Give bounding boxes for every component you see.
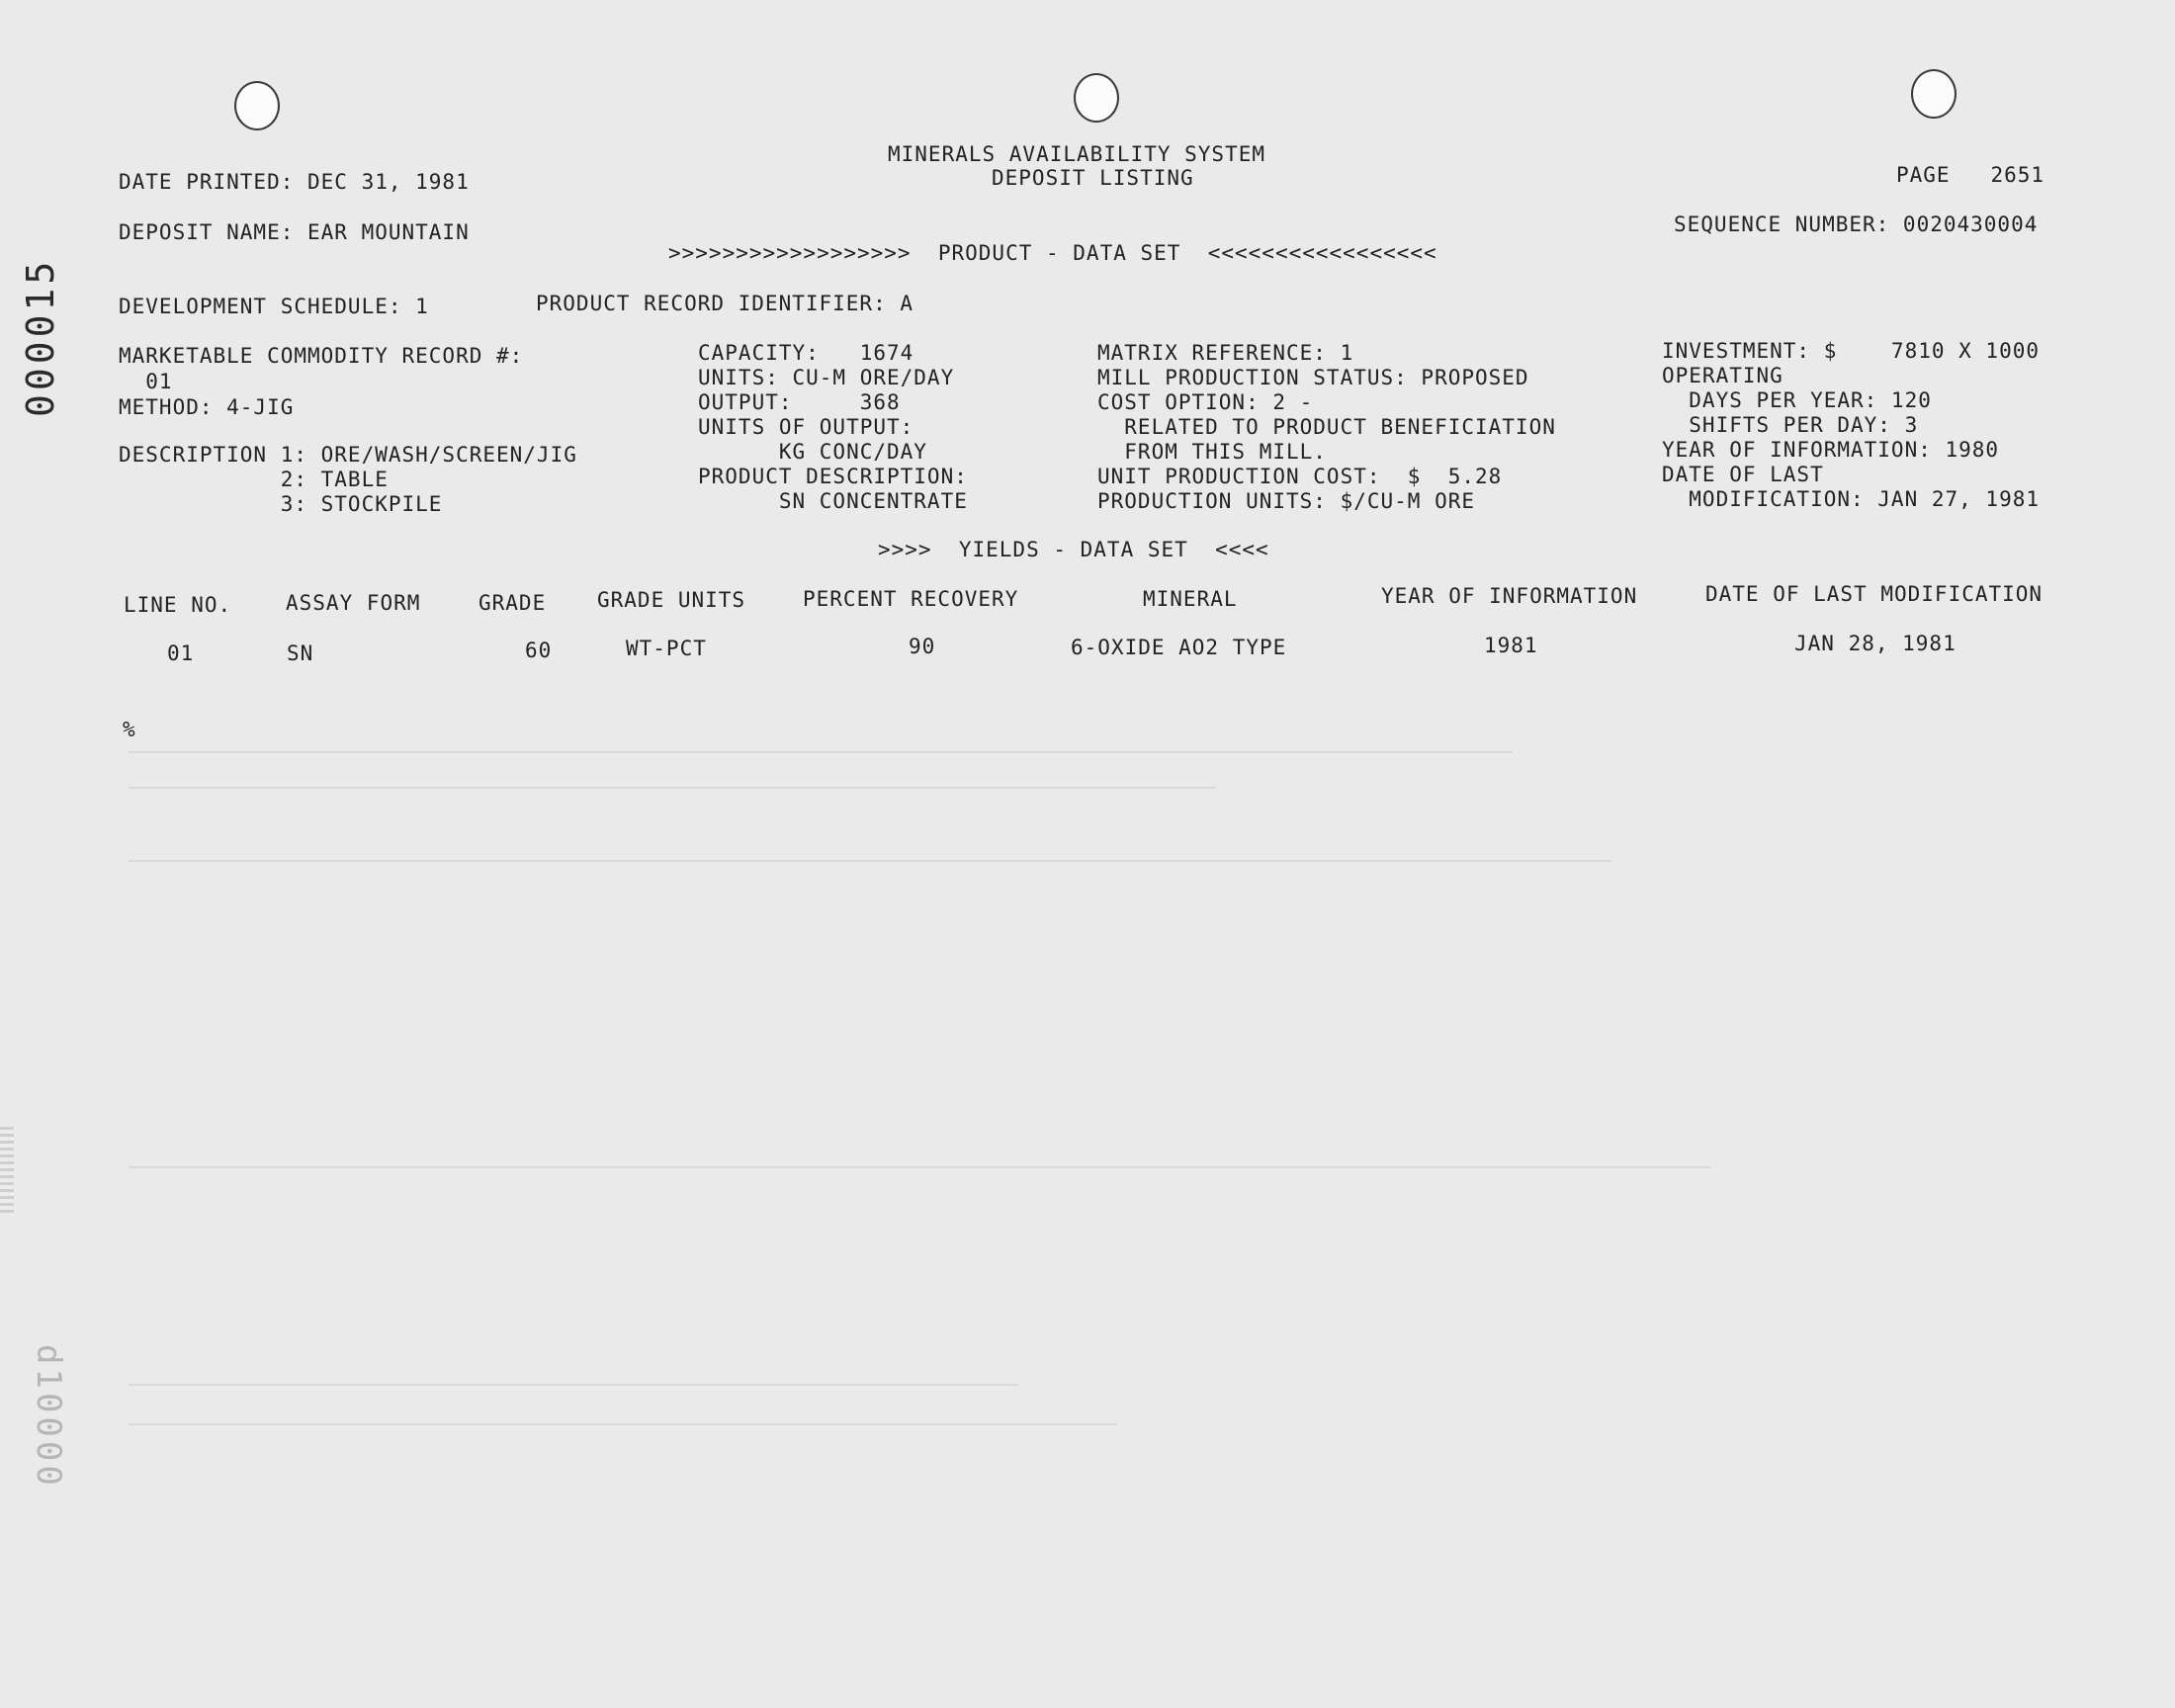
investment-line: DATE OF LAST	[1662, 463, 1824, 486]
commodity-line: DESCRIPTION 1: ORE/WASH/SCREEN/JIG	[119, 443, 577, 467]
column-header-year-of-information: YEAR OF INFORMATION	[1381, 584, 1638, 608]
cell-percent-recovery: 90	[909, 635, 936, 658]
commodity-line: 01	[119, 370, 173, 393]
page-number: PAGE 2651	[1896, 163, 2045, 187]
investment-line: INVESTMENT: $ 7810 X 1000	[1662, 339, 2041, 363]
capacity-line: CAPACITY: 1674	[698, 341, 914, 365]
column-header-percent-recovery: PERCENT RECOVERY	[803, 587, 1019, 611]
frame-number-stamp-faint: d10000	[29, 1344, 68, 1490]
investment-line: MODIFICATION: JAN 27, 1981	[1662, 487, 2041, 511]
matrix-line: MILL PRODUCTION STATUS: PROPOSED	[1097, 366, 1529, 389]
matrix-line: UNIT PRODUCTION COST: $ 5.28	[1097, 465, 1503, 488]
sequence-number: SEQUENCE NUMBER: 0020430004	[1674, 213, 2039, 236]
show-through-line	[129, 751, 1513, 753]
matrix-line: COST OPTION: 2 -	[1097, 390, 1314, 414]
commodity-line: 2: TABLE	[119, 468, 389, 491]
matrix-line: MATRIX REFERENCE: 1	[1097, 341, 1354, 365]
cell-grade-units: WT-PCT	[626, 637, 707, 660]
column-header-grade: GRADE	[478, 591, 547, 615]
capacity-line: UNITS: CU-M ORE/DAY	[698, 366, 955, 389]
cell-grade: 60	[525, 639, 553, 662]
show-through-line	[129, 787, 1216, 789]
frame-number-stamp: 000015	[19, 257, 62, 417]
product-section-title: >>>>>>>>>>>>>>>>>> PRODUCT - DATA SET <<<<<<<<<<<<<<<<<	[668, 241, 1437, 265]
commodity-line: METHOD: 4-JIG	[119, 395, 295, 419]
column-header-mineral: MINERAL	[1143, 587, 1238, 611]
show-through-line	[129, 1166, 1710, 1168]
date-printed: DATE PRINTED: DEC 31, 1981	[119, 170, 470, 194]
capacity-line: SN CONCENTRATE	[698, 489, 968, 513]
matrix-line: PRODUCTION UNITS: $/CU-M ORE	[1097, 489, 1476, 513]
cell-date-of-last-modification: JAN 28, 1981	[1794, 632, 1957, 655]
column-header-assay-form: ASSAY FORM	[286, 591, 421, 615]
capacity-line: OUTPUT: 368	[698, 390, 901, 414]
listing-title: DEPOSIT LISTING	[992, 166, 1194, 190]
show-through-line	[129, 1384, 1018, 1386]
punch-hole-left	[234, 81, 280, 130]
product-record-identifier: PRODUCT RECORD IDENTIFIER: A	[536, 292, 914, 315]
column-header-date-of-last-modification: DATE OF LAST MODIFICATION	[1705, 582, 2044, 606]
punch-hole-center	[1074, 73, 1119, 123]
investment-line: DAYS PER YEAR: 120	[1662, 388, 1932, 412]
show-through-line	[129, 1423, 1117, 1425]
column-header-grade-units: GRADE UNITS	[597, 588, 746, 612]
scan-edge-artifact	[0, 1127, 14, 1216]
matrix-line: RELATED TO PRODUCT BENEFICIATION	[1097, 415, 1556, 439]
end-marker: %	[123, 718, 136, 741]
investment-line: OPERATING	[1662, 364, 1784, 387]
cell-assay-form: SN	[287, 641, 314, 665]
cell-year-of-information: 1981	[1484, 634, 1538, 657]
capacity-line: UNITS OF OUTPUT:	[698, 415, 914, 439]
yields-section-title: >>>> YIELDS - DATA SET <<<<	[878, 538, 1269, 561]
investment-line: YEAR OF INFORMATION: 1980	[1662, 438, 2000, 462]
column-header-line-no: LINE NO.	[124, 593, 232, 617]
cell-mineral: 6-OXIDE AO2 TYPE	[1071, 636, 1287, 659]
investment-line: SHIFTS PER DAY: 3	[1662, 413, 1919, 437]
punch-hole-right	[1911, 69, 1957, 119]
development-schedule: DEVELOPMENT SCHEDULE: 1	[119, 295, 429, 318]
matrix-line: FROM THIS MILL.	[1097, 440, 1327, 464]
commodity-line: MARKETABLE COMMODITY RECORD #:	[119, 344, 524, 368]
commodity-line: 3: STOCKPILE	[119, 492, 443, 516]
cell-line-no: 01	[167, 641, 195, 665]
system-title: MINERALS AVAILABILITY SYSTEM	[888, 142, 1266, 166]
capacity-line: PRODUCT DESCRIPTION:	[698, 465, 968, 488]
show-through-line	[129, 860, 1611, 862]
capacity-line: KG CONC/DAY	[698, 440, 927, 464]
deposit-name: DEPOSIT NAME: EAR MOUNTAIN	[119, 220, 470, 244]
